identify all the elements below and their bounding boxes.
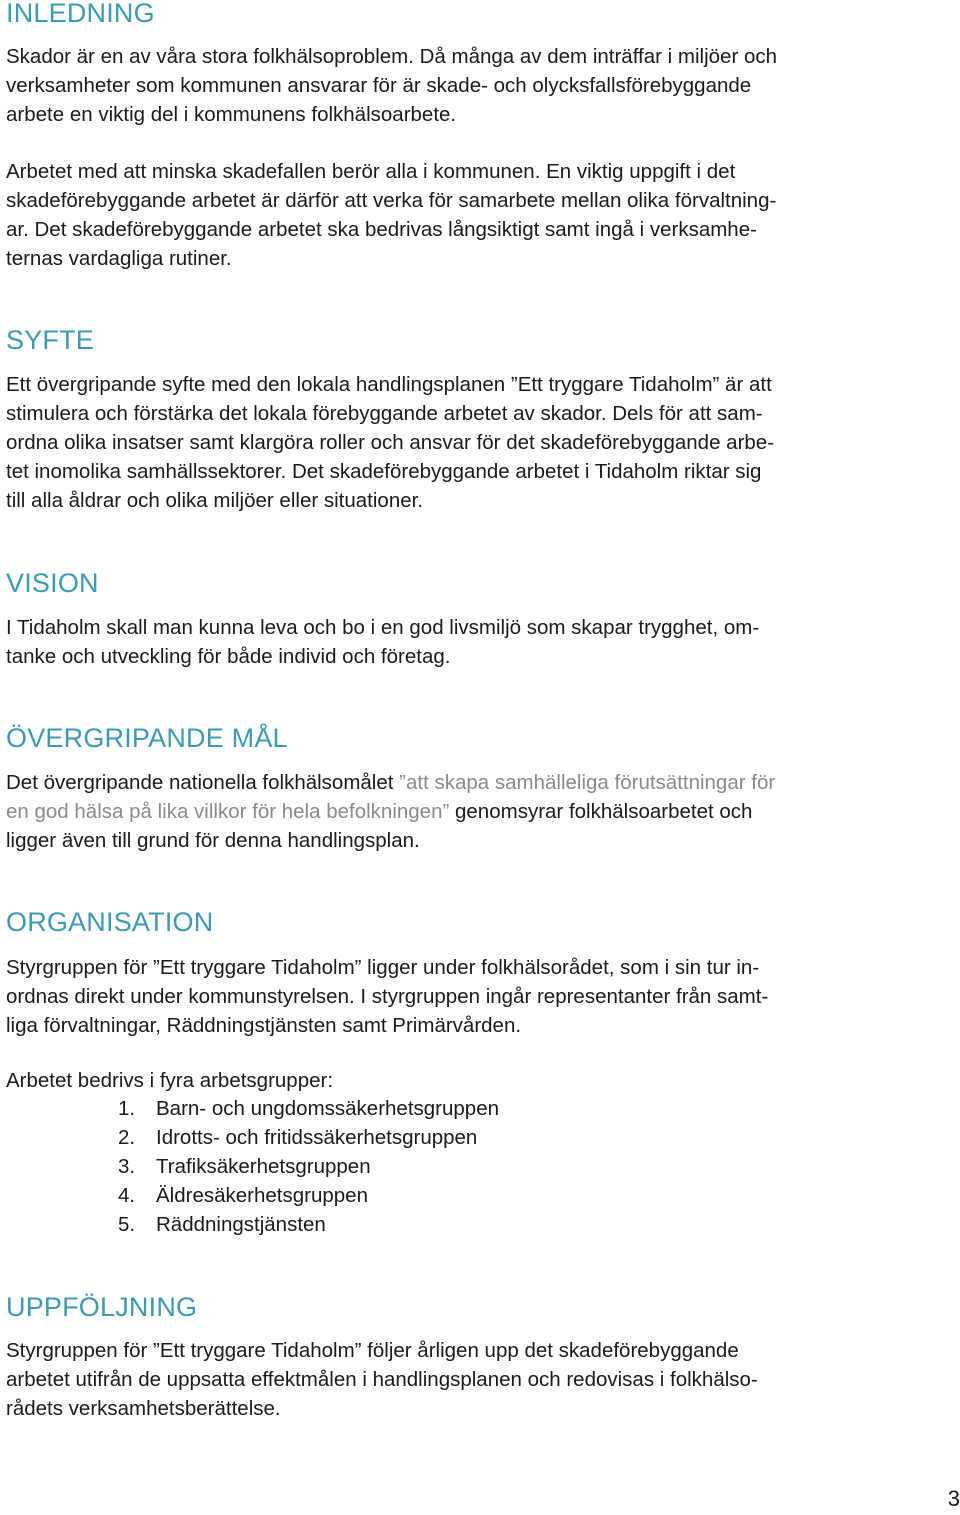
text-line: Ett övergripande syfte med den lokala handlingsplanen ”Ett tryggare Tidaholm” är att	[6, 373, 772, 396]
text-line: Skador är en av våra stora folkhälsoproblem. Då många av dem inträffar i miljöer och	[6, 45, 778, 68]
text-line: ar. Det skadeförebyggande arbetet ska bedrivas långsiktigt samt ingå i verksamhe-	[6, 218, 757, 241]
list-item	[6, 1123, 956, 1152]
text-line: ordnas direkt under kommunstyrelsen. I styrgruppen ingår representanter från samt-	[6, 985, 769, 1008]
text-line: liga förvaltningar, Räddningstjänsten samt Primärvården.	[6, 1014, 522, 1037]
working-groups-list	[6, 1094, 956, 1239]
text-line: tanke och utveckling för både individ och företag.	[6, 645, 451, 668]
text-line: ternas vardagliga rutiner.	[6, 247, 232, 270]
list-label: Äldresäkerhetsgruppen	[156, 1184, 368, 1207]
list-number: 2.	[118, 1126, 136, 1149]
text-line	[6, 768, 775, 797]
heading-organisation: ORGANISATION	[6, 907, 214, 937]
text-line: till alla åldrar och olika miljöer eller situationer.	[6, 489, 424, 512]
text-line: rådets verksamhetsberättelse.	[6, 1397, 281, 1420]
list-number: 3.	[118, 1155, 136, 1178]
text-line: skadeförebyggande arbetet är därför att verka för samarbete mellan olika förvaltning-	[6, 189, 777, 212]
text-line: stimulera och förstärka det lokala förebyggande arbetet av skador. Dels för att sam-	[6, 402, 763, 425]
heading-syfte: SYFTE	[6, 325, 95, 355]
text-line: Styrgruppen för ”Ett tryggare Tidaholm” ligger under folkhälsorådet, som i sin tur in-	[6, 956, 760, 979]
text-line: arbetet utifrån de uppsatta effektmålen i handlingsplanen och redovisas i folkhälso-	[6, 1368, 758, 1391]
heading-inledning: INLEDNING	[6, 0, 155, 28]
paragraph-inledning-2	[6, 157, 776, 273]
text-line: verksamheter som kommunen ansvarar för är skade- och olycksfallsförebyggande	[6, 74, 752, 97]
list-number: 4.	[118, 1184, 136, 1207]
list-item	[6, 1152, 956, 1181]
paragraph-organisation	[6, 953, 768, 1040]
list-label: Barn- och ungdomssäkerhetsgruppen	[156, 1097, 500, 1120]
text-segment: genomsyrar folkhälsoarbetet och	[449, 800, 753, 823]
text-line	[6, 797, 775, 826]
text-segment: Det övergripande nationella folkhälsomålet	[6, 771, 400, 794]
heading-vision: VISION	[6, 568, 99, 598]
quote-segment: en god hälsa på lika villkor för hela befolkningen”	[6, 800, 450, 823]
list-label: Räddningstjänsten	[156, 1213, 326, 1236]
list-number: 1.	[118, 1097, 136, 1120]
paragraph-uppfoljning	[6, 1336, 758, 1423]
list-label: Trafiksäkerhetsgruppen	[156, 1155, 371, 1178]
list-number: 5.	[118, 1213, 136, 1236]
text-line: Arbetet med att minska skadefallen berör alla i kommunen. En viktig uppgift i det	[6, 160, 736, 183]
text-line: ordna olika insatser samt klargöra roller och ansvar för det skadeförebyggande arbe-	[6, 431, 775, 454]
paragraph-vision	[6, 613, 759, 671]
list-item	[6, 1210, 956, 1239]
text-line: tet inomolika samhällssektorer. Det skadeförebyggande arbetet i Tidaholm riktar sig	[6, 460, 762, 483]
text-line: Styrgruppen för ”Ett tryggare Tidaholm” följer årligen upp det skadeförebyggande	[6, 1339, 739, 1362]
heading-uppfoljning: UPPFÖLJNING	[6, 1292, 198, 1322]
list-item	[6, 1181, 956, 1210]
page-number: 3	[947, 1486, 960, 1511]
list-label: Idrotts- och fritidssäkerhetsgruppen	[156, 1126, 478, 1149]
text-line: arbete en viktig del i kommunens folkhälsoarbete.	[6, 103, 457, 126]
groups-intro: Arbetet bedrivs i fyra arbetsgrupper:	[6, 1069, 334, 1092]
paragraph-inledning-1	[6, 42, 777, 129]
heading-overgripande-mal: ÖVERGRIPANDE MÅL	[6, 723, 288, 753]
text-line: ligger även till grund för denna handlingsplan.	[6, 829, 420, 852]
text-line: I Tidaholm skall man kunna leva och bo i en god livsmiljö som skapar trygghet, om-	[6, 616, 760, 639]
paragraph-syfte	[6, 370, 774, 515]
paragraph-overgripande-mal	[6, 768, 775, 855]
list-item	[6, 1094, 956, 1123]
quote-segment: ”att skapa samhälleliga förutsättningar för	[399, 771, 776, 794]
